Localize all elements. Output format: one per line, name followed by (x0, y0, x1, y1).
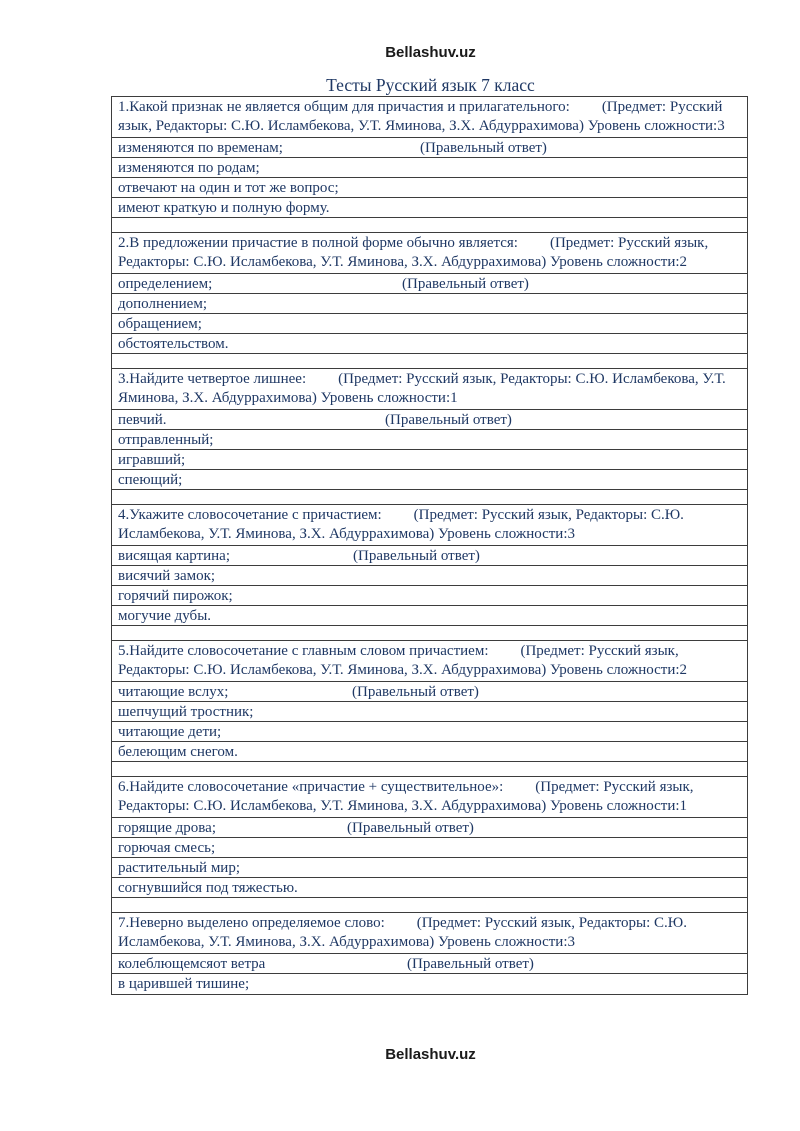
separator-row (112, 898, 747, 913)
answer-text: висящая картина; (118, 548, 230, 564)
question-text: 5.Найдите словосочетание с главным словом причастием: (118, 643, 489, 659)
answer-text: дополнением; (118, 296, 208, 312)
answer-text: изменяются по родам; (118, 160, 260, 176)
answer-text: читающие дети; (118, 724, 222, 740)
question-meta: (Предмет: Русский язык, Редакторы: С.Ю. Исламбекова, У.Т. Яминова, З.Х. Абдуррахимова) Уровень сложности:3 (118, 99, 725, 134)
question-meta: (Предмет: Русский язык, Редакторы: С.Ю. Исламбекова, У.Т. Яминова, З.Х. Абдуррахимова) Уровень сложности:1 (118, 779, 694, 814)
question-meta: (Предмет: Русский язык, Редакторы: С.Ю. Исламбекова, У.Т. Яминова, З.Х. Абдуррахимова) Уровень сложности:3 (118, 915, 687, 950)
question-text: 7.Неверно выделено определяемое слово: (118, 915, 385, 931)
correct-answer-label: (Правельный ответ) (407, 956, 534, 972)
question-text: 4.Укажите словосочетание с причастием: (118, 507, 382, 523)
question-text: 6.Найдите словосочетание «причастие + существительное»: (118, 779, 504, 795)
answer-row (112, 546, 747, 566)
answer-text: белеющим снегом. (118, 744, 238, 760)
question-block (112, 505, 747, 641)
question-row (112, 641, 747, 682)
question-text: 3.Найдите четвертое лишнее: (118, 371, 307, 387)
correct-answer-label: (Правельный ответ) (420, 140, 547, 156)
answer-row (112, 138, 747, 158)
answer-text: имеют краткую и полную форму. (118, 200, 330, 216)
question-row (112, 233, 747, 274)
answer-text: отвечают на один и тот же вопрос; (118, 180, 339, 196)
answer-text: обращением; (118, 316, 202, 332)
answer-text: согнувшийся под тяжестью. (118, 880, 298, 896)
answer-row (112, 334, 747, 354)
answer-text: шепчущий тростник; (118, 704, 254, 720)
page-title: Тесты Русский язык 7 класс (326, 75, 535, 95)
question-row (112, 777, 747, 818)
answer-text: определением; (118, 276, 213, 292)
answer-row (112, 430, 747, 450)
question-block (112, 233, 747, 369)
question-block (112, 369, 747, 505)
correct-answer-label: (Правельный ответ) (385, 412, 512, 428)
answer-row (112, 818, 747, 838)
question-row (112, 369, 747, 410)
answer-text: обстоятельством. (118, 336, 229, 352)
separator-row (112, 218, 747, 233)
answer-text: в царившей тишине; (118, 976, 250, 992)
question-meta: (Предмет: Русский язык, Редакторы: С.Ю. Исламбекова, У.Т. Яминова, З.Х. Абдуррахимова) Уровень сложности:3 (118, 507, 684, 542)
answer-row (112, 158, 747, 178)
answer-text: горючая смесь; (118, 840, 216, 856)
correct-answer-label: (Правельный ответ) (352, 684, 479, 700)
answer-row (112, 742, 747, 762)
question-row (112, 913, 747, 954)
answer-text: читающие вслух; (118, 684, 229, 700)
question-row (112, 97, 747, 138)
answer-row (112, 838, 747, 858)
header-brand: Bellashuv.uz (385, 44, 476, 61)
answer-text: горячий пирожок; (118, 588, 233, 604)
answer-row (112, 954, 747, 974)
answer-row (112, 178, 747, 198)
question-text: 1.Какой признак не является общим для причастия и прилагательного: (118, 99, 570, 115)
answer-row (112, 450, 747, 470)
question-meta: (Предмет: Русский язык, Редакторы: С.Ю. Исламбекова, У.Т. Яминова, З.Х. Абдуррахимова) Уровень сложности:2 (118, 235, 709, 270)
question-block (112, 777, 747, 913)
answer-row (112, 606, 747, 626)
answer-text: висячий замок; (118, 568, 216, 584)
answer-row (112, 702, 747, 722)
question-row (112, 505, 747, 546)
footer-brand: Bellashuv.uz (385, 1046, 476, 1063)
answer-row (112, 974, 747, 994)
answer-row (112, 314, 747, 334)
answer-text: певчий. (118, 412, 167, 428)
correct-answer-label: (Правельный ответ) (347, 820, 474, 836)
answer-row (112, 722, 747, 742)
separator-row (112, 490, 747, 505)
separator-row (112, 626, 747, 641)
correct-answer-label: (Правельный ответ) (402, 276, 529, 292)
correct-answer-label: (Правельный ответ) (353, 548, 480, 564)
answer-text: спеющий; (118, 472, 183, 488)
separator-row (112, 762, 747, 777)
answer-row (112, 682, 747, 702)
questions-table (111, 96, 748, 995)
answer-text: отправленный; (118, 432, 214, 448)
answer-text: колеблющемсяот ветра (118, 956, 266, 972)
question-meta: (Предмет: Русский язык, Редакторы: С.Ю. Исламбекова, У.Т. Яминова, З.Х. Абдуррахимова) Уровень сложности:1 (118, 371, 726, 406)
answer-row (112, 410, 747, 430)
answer-row (112, 566, 747, 586)
answer-row (112, 858, 747, 878)
answer-text: горящие дрова; (118, 820, 217, 836)
question-text: 2.В предложении причастие в полной форме обычно является: (118, 235, 518, 251)
question-block (112, 641, 747, 777)
separator-row (112, 354, 747, 369)
answer-text: растительный мир; (118, 860, 241, 876)
question-block (112, 913, 747, 994)
answer-text: могучие дубы. (118, 608, 212, 624)
answer-text: изменяются по временам; (118, 140, 283, 156)
question-meta: (Предмет: Русский язык, Редакторы: С.Ю. Исламбекова, У.Т. Яминова, З.Х. Абдуррахимова) Уровень сложности:2 (118, 643, 688, 678)
answer-row (112, 198, 747, 218)
answer-row (112, 878, 747, 898)
answer-row (112, 586, 747, 606)
answer-text: игравший; (118, 452, 186, 468)
answer-row (112, 470, 747, 490)
question-block (112, 97, 747, 233)
answer-row (112, 294, 747, 314)
answer-row (112, 274, 747, 294)
